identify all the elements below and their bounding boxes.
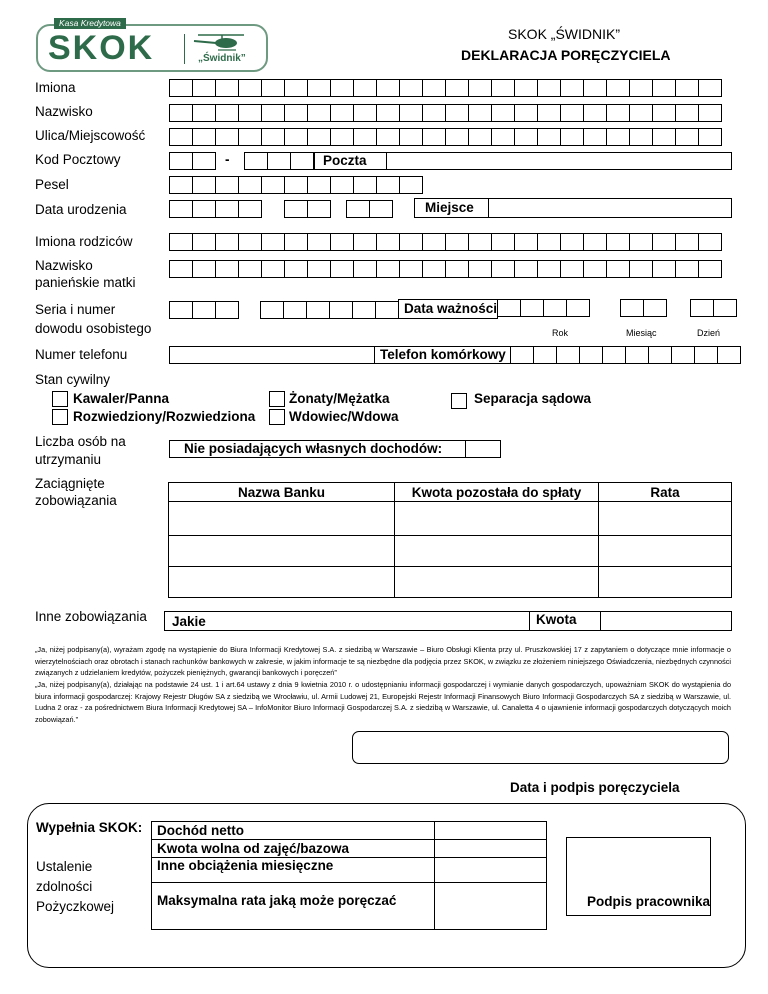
form-title: SKOK „ŚWIDNIK” bbox=[508, 26, 621, 42]
data-waznosci-label: Data ważności bbox=[404, 301, 498, 316]
table-cell[interactable] bbox=[599, 502, 732, 536]
poczta-label: Poczta bbox=[323, 153, 367, 168]
kawaler-label: Kawaler/Panna bbox=[73, 391, 170, 406]
kod-pocztowy-part1[interactable] bbox=[169, 152, 216, 170]
data-ur-month[interactable] bbox=[284, 200, 331, 218]
logo-kasa-label: Kasa Kredytowa bbox=[54, 18, 126, 29]
kod-pocztowy-label: Kod Pocztowy bbox=[35, 152, 121, 167]
imiona-rodzicow-label: Imiona rodziców bbox=[35, 234, 133, 249]
dowod-label1: Seria i numer bbox=[35, 302, 116, 317]
table-row bbox=[152, 858, 547, 883]
logo-divider bbox=[184, 34, 185, 64]
ulica-input[interactable] bbox=[169, 128, 722, 146]
liczba-osob-label1: Liczba osób na bbox=[35, 434, 126, 449]
helicopter-icon bbox=[192, 32, 248, 54]
table-cell[interactable] bbox=[169, 536, 395, 567]
legal-consent-big: „Ja, niżej podpisany(a), działając na podstawie 24 ust. 1 i art.64 ustawy z dnia 9 kwietnia 2010 r. o udostępnianiu informacji gospodarczej i wymianie danych gospodarczych, upoważniam SKOK do wystąpienia do biura informacji gospodarczej: Krajowy Rejestr Długów SA z siedzibą we Wrocławiu, ul. Armii Ludowej 21, Europejski Rejestr Informacji Finansowych Biuro Informacji Gospodarczych SA z siedzibą w Warszawie, ul. Ludna 2 oraz - za pośrednictwem Biura Informacji Kredytowej SA – InfoMonitor Biuro Informacji Gospodarczej S.A. z siedzibą w Warszawie, ul. Canaletta 4 o ujawnienie informacji gospodarczych dotyczących moich zobowiązań.” bbox=[35, 680, 731, 724]
imiona-label: Imiona bbox=[35, 80, 76, 95]
table-row bbox=[152, 822, 547, 840]
komorka-tag bbox=[374, 346, 511, 364]
nieposiadajacych-label: Nie posiadających własnych dochodów: bbox=[184, 441, 443, 456]
nazwisko-label: Nazwisko bbox=[35, 104, 93, 119]
obciazenia-value[interactable] bbox=[435, 858, 547, 883]
ulica-label: Ulica/Miejscowość bbox=[35, 128, 146, 143]
jakie-label: Jakie bbox=[172, 614, 206, 629]
table-row bbox=[169, 536, 732, 567]
zonaty-label: Żonaty/Mężatka bbox=[289, 391, 390, 406]
logo-skok-text: SKOK bbox=[48, 29, 155, 67]
dochod-netto-label: Dochód netto bbox=[152, 822, 435, 840]
kod-dash: - bbox=[225, 152, 230, 167]
dzien-caption: Dzień bbox=[697, 328, 721, 338]
logo bbox=[36, 18, 268, 72]
nazwisko-panienskie-label2: panieńskie matki bbox=[35, 275, 136, 290]
obciazenia-label: Inne obciążenia miesięczne bbox=[152, 858, 435, 883]
data-urodzenia-label: Data urodzenia bbox=[35, 202, 127, 217]
rok-caption: Rok bbox=[552, 328, 569, 338]
table-cell[interactable] bbox=[599, 567, 732, 598]
waznosc-rok-input[interactable] bbox=[497, 299, 590, 317]
wdowiec-label: Wdowiec/Wdowa bbox=[289, 409, 399, 424]
kwota-input[interactable] bbox=[600, 611, 732, 631]
maks-rata-value[interactable] bbox=[435, 883, 547, 930]
ustalenie-label2: zdolności bbox=[36, 879, 93, 894]
dowod-numer-input[interactable] bbox=[260, 301, 399, 319]
table-row bbox=[169, 502, 732, 536]
miejsce-input[interactable] bbox=[488, 198, 732, 218]
zonaty-checkbox[interactable] bbox=[269, 391, 285, 407]
podpis-pracownika-label: Podpis pracownika bbox=[587, 894, 711, 909]
inne-zobowiazania-label: Inne zobowiązania bbox=[35, 609, 147, 624]
signature-label: Data i podpis poręczyciela bbox=[510, 780, 680, 795]
pesel-label: Pesel bbox=[35, 177, 69, 192]
col-kwota-pozostala: Kwota pozostała do spłaty bbox=[395, 483, 599, 502]
nazwisko-panienskie-label1: Nazwisko bbox=[35, 258, 93, 273]
miejsce-tag bbox=[414, 198, 489, 218]
col-rata: Rata bbox=[599, 483, 732, 502]
zobowiazania-header-row bbox=[169, 483, 732, 502]
legal-consent-bik: „Ja, niżej podpisany(a), wyrażam zgodę na wystąpienie do Biura Informacji Kredytowej S.A. z siedzibą w Warszawie – Biuro Obsługi Klienta przy ul. Pruszkowskiej 17 z zapytaniem o dotyczące mnie informacje o wierzytelnościach oraz obrotach i stanach rachunków bankowych w zakresie, w jakim informacje te są niezbędne dla podjęcia przez SKOK, w związku ze złożeniem niniejszego Oświadczenia, niezbędnych czynności związanych z udzielaniem kredytów, pożyczek pieniężnych, gwarancji bankowych i poręczeń” bbox=[35, 645, 731, 677]
dowod-label2: dowodu osobistego bbox=[35, 321, 152, 336]
signature-box[interactable] bbox=[352, 731, 729, 764]
zobowiazania-table bbox=[168, 482, 732, 598]
data-waznosci-tag bbox=[398, 299, 498, 319]
liczba-osob-label2: utrzymaniu bbox=[35, 452, 102, 467]
imiona-rodzicow-input[interactable] bbox=[169, 233, 722, 251]
zdolnosc-table bbox=[151, 821, 547, 930]
dochod-netto-value[interactable] bbox=[435, 822, 547, 840]
waznosc-dzien-input[interactable] bbox=[690, 299, 737, 317]
table-row bbox=[152, 883, 547, 930]
form-subtitle: DEKLARACJA PORĘCZYCIELA bbox=[461, 47, 671, 63]
data-ur-day[interactable] bbox=[346, 200, 393, 218]
podpis-pracownika-box[interactable] bbox=[566, 837, 711, 916]
ustalenie-label3: Pożyczkowej bbox=[36, 899, 115, 914]
data-ur-year[interactable] bbox=[169, 200, 262, 218]
miejsce-label: Miejsce bbox=[425, 200, 474, 215]
table-row bbox=[152, 840, 547, 858]
imiona-input[interactable] bbox=[169, 79, 722, 97]
table-cell[interactable] bbox=[395, 502, 599, 536]
table-cell[interactable] bbox=[599, 536, 732, 567]
maks-rata-label: Maksymalna rata jaką może poręczać bbox=[152, 883, 435, 930]
dowod-seria-input[interactable] bbox=[169, 301, 239, 319]
wdowiec-checkbox[interactable] bbox=[269, 409, 285, 425]
kwota-wolna-label: Kwota wolna od zajęć/bazowa bbox=[152, 840, 435, 858]
kwota-tag bbox=[529, 611, 601, 631]
zobowiazania-label2: zobowiązania bbox=[35, 493, 117, 508]
nieposiadajacych-tag bbox=[169, 440, 466, 458]
miesiac-caption: Miesiąc bbox=[626, 328, 657, 338]
table-cell[interactable] bbox=[395, 567, 599, 598]
table-cell[interactable] bbox=[169, 502, 395, 536]
telefon-label: Numer telefonu bbox=[35, 347, 128, 362]
rozwiedziony-checkbox[interactable] bbox=[52, 409, 68, 425]
ustalenie-label1: Ustalenie bbox=[36, 859, 93, 874]
table-row bbox=[169, 567, 732, 598]
table-cell[interactable] bbox=[169, 567, 395, 598]
stan-cywilny-label: Stan cywilny bbox=[35, 372, 111, 387]
logo-swidnik-text: „Świdnik” bbox=[198, 53, 246, 64]
rozwiedziony-label: Rozwiedziony/Rozwiedziona bbox=[73, 409, 256, 424]
separacja-label: Separacja sądowa bbox=[474, 391, 592, 406]
poczta-tag bbox=[314, 152, 387, 170]
table-cell[interactable] bbox=[395, 536, 599, 567]
komorka-label: Telefon komórkowy bbox=[380, 347, 506, 362]
kod-pocztowy-part2[interactable] bbox=[244, 152, 314, 170]
kwota-wolna-value[interactable] bbox=[435, 840, 547, 858]
zobowiazania-label1: Zaciągnięte bbox=[35, 476, 105, 491]
nazwisko-panienskie-input[interactable] bbox=[169, 260, 722, 278]
skok-section bbox=[27, 803, 746, 968]
pesel-input[interactable] bbox=[169, 176, 423, 194]
telefon-input[interactable] bbox=[169, 346, 375, 364]
poczta-input[interactable] bbox=[386, 152, 732, 170]
komorka-input[interactable] bbox=[510, 346, 741, 364]
separacja-checkbox[interactable] bbox=[451, 393, 467, 409]
kawaler-checkbox[interactable] bbox=[52, 391, 68, 407]
nieposiadajacych-input[interactable] bbox=[465, 440, 501, 458]
jakie-input[interactable] bbox=[164, 611, 530, 631]
waznosc-miesiac-input[interactable] bbox=[620, 299, 667, 317]
kwota-label: Kwota bbox=[536, 612, 577, 627]
nazwisko-input[interactable] bbox=[169, 104, 722, 122]
col-nazwa-banku: Nazwa Banku bbox=[169, 483, 395, 502]
wypelnia-skok-label: Wypełnia SKOK: bbox=[36, 820, 143, 835]
